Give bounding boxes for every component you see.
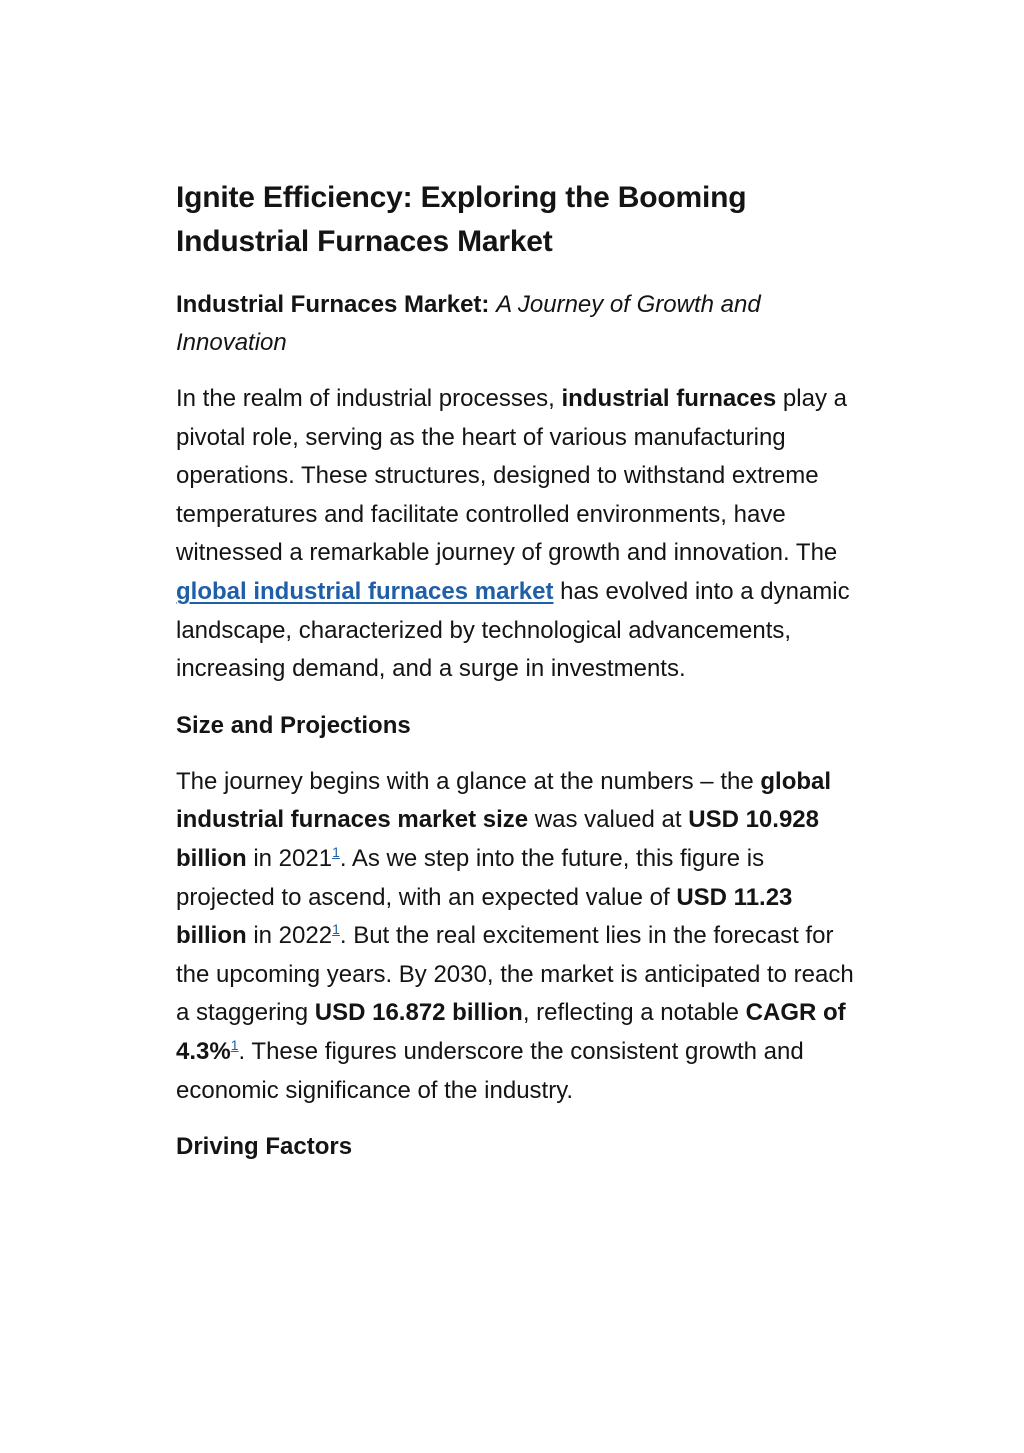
subtitle <box>176 286 866 362</box>
size-text-3: in 2021 <box>246 844 333 872</box>
size-text-2: was valued at <box>528 806 689 834</box>
size-text-5: in 2022 <box>246 922 333 950</box>
intro-paragraph <box>176 380 866 689</box>
footnote-ref-1 <box>332 844 340 860</box>
footnote-ref-2 <box>332 921 340 937</box>
section-heading-driving: Driving Factors <box>176 1133 353 1161</box>
size-text-1: The journey begins with a glance at the numbers – the <box>176 767 761 795</box>
page-title: Ignite Efficiency: Exploring the Booming Industrial Furnaces Market <box>176 181 747 258</box>
footnote-link-2[interactable]: 1 <box>332 921 340 938</box>
size-text-7: , reflecting a notable <box>522 999 746 1027</box>
size-paragraph <box>176 763 866 1110</box>
size-bold-3: USD 11.23 billion <box>176 883 793 950</box>
footnote-link-1[interactable]: 1 <box>332 843 340 860</box>
size-text-8: . These figures underscore the consistent growth and economic significance of the industry. <box>176 1037 804 1104</box>
size-text-6: . But the real excitement lies in the forecast for the upcoming years. By 2030, the market is anticipated to reach a staggering <box>176 922 854 1027</box>
intro-text-1: In the realm of industrial processes, <box>176 385 562 412</box>
size-bold-5: CAGR of 4.3% <box>176 999 846 1065</box>
size-bold-1: global industrial furnaces market size <box>176 767 832 834</box>
intro-bold-1: industrial furnaces <box>561 385 777 412</box>
intro-text-2: play a pivotal role, serving as the heart of various manufacturing operations. These structures, designed to withstand extreme temperatures and facilitate controlled environments, have witnessed a remarkable journey of growth and innovation. The <box>176 385 847 567</box>
footnote-link-3[interactable]: 1 <box>230 1036 239 1053</box>
subtitle-italic: A Journey of Growth and Innovation <box>176 291 761 356</box>
size-bold-4: USD 16.872 billion <box>314 999 523 1027</box>
market-link[interactable]: global industrial furnaces market <box>176 577 554 605</box>
size-text-4: . As we step into the future, this figure is projected to ascend, with an expected value of <box>176 844 765 911</box>
intro-text-3: has evolved into a dynamic landscape, characterized by technological advancements, increasing demand, and a surge in investments. <box>176 577 850 683</box>
subtitle-bold: Industrial Furnaces Market: <box>176 291 490 318</box>
size-bold-2: USD 10.928 billion <box>176 806 819 872</box>
footnote-ref-3 <box>231 1037 239 1053</box>
section-heading-size: Size and Projections <box>176 711 411 739</box>
document-page <box>176 176 866 1166</box>
